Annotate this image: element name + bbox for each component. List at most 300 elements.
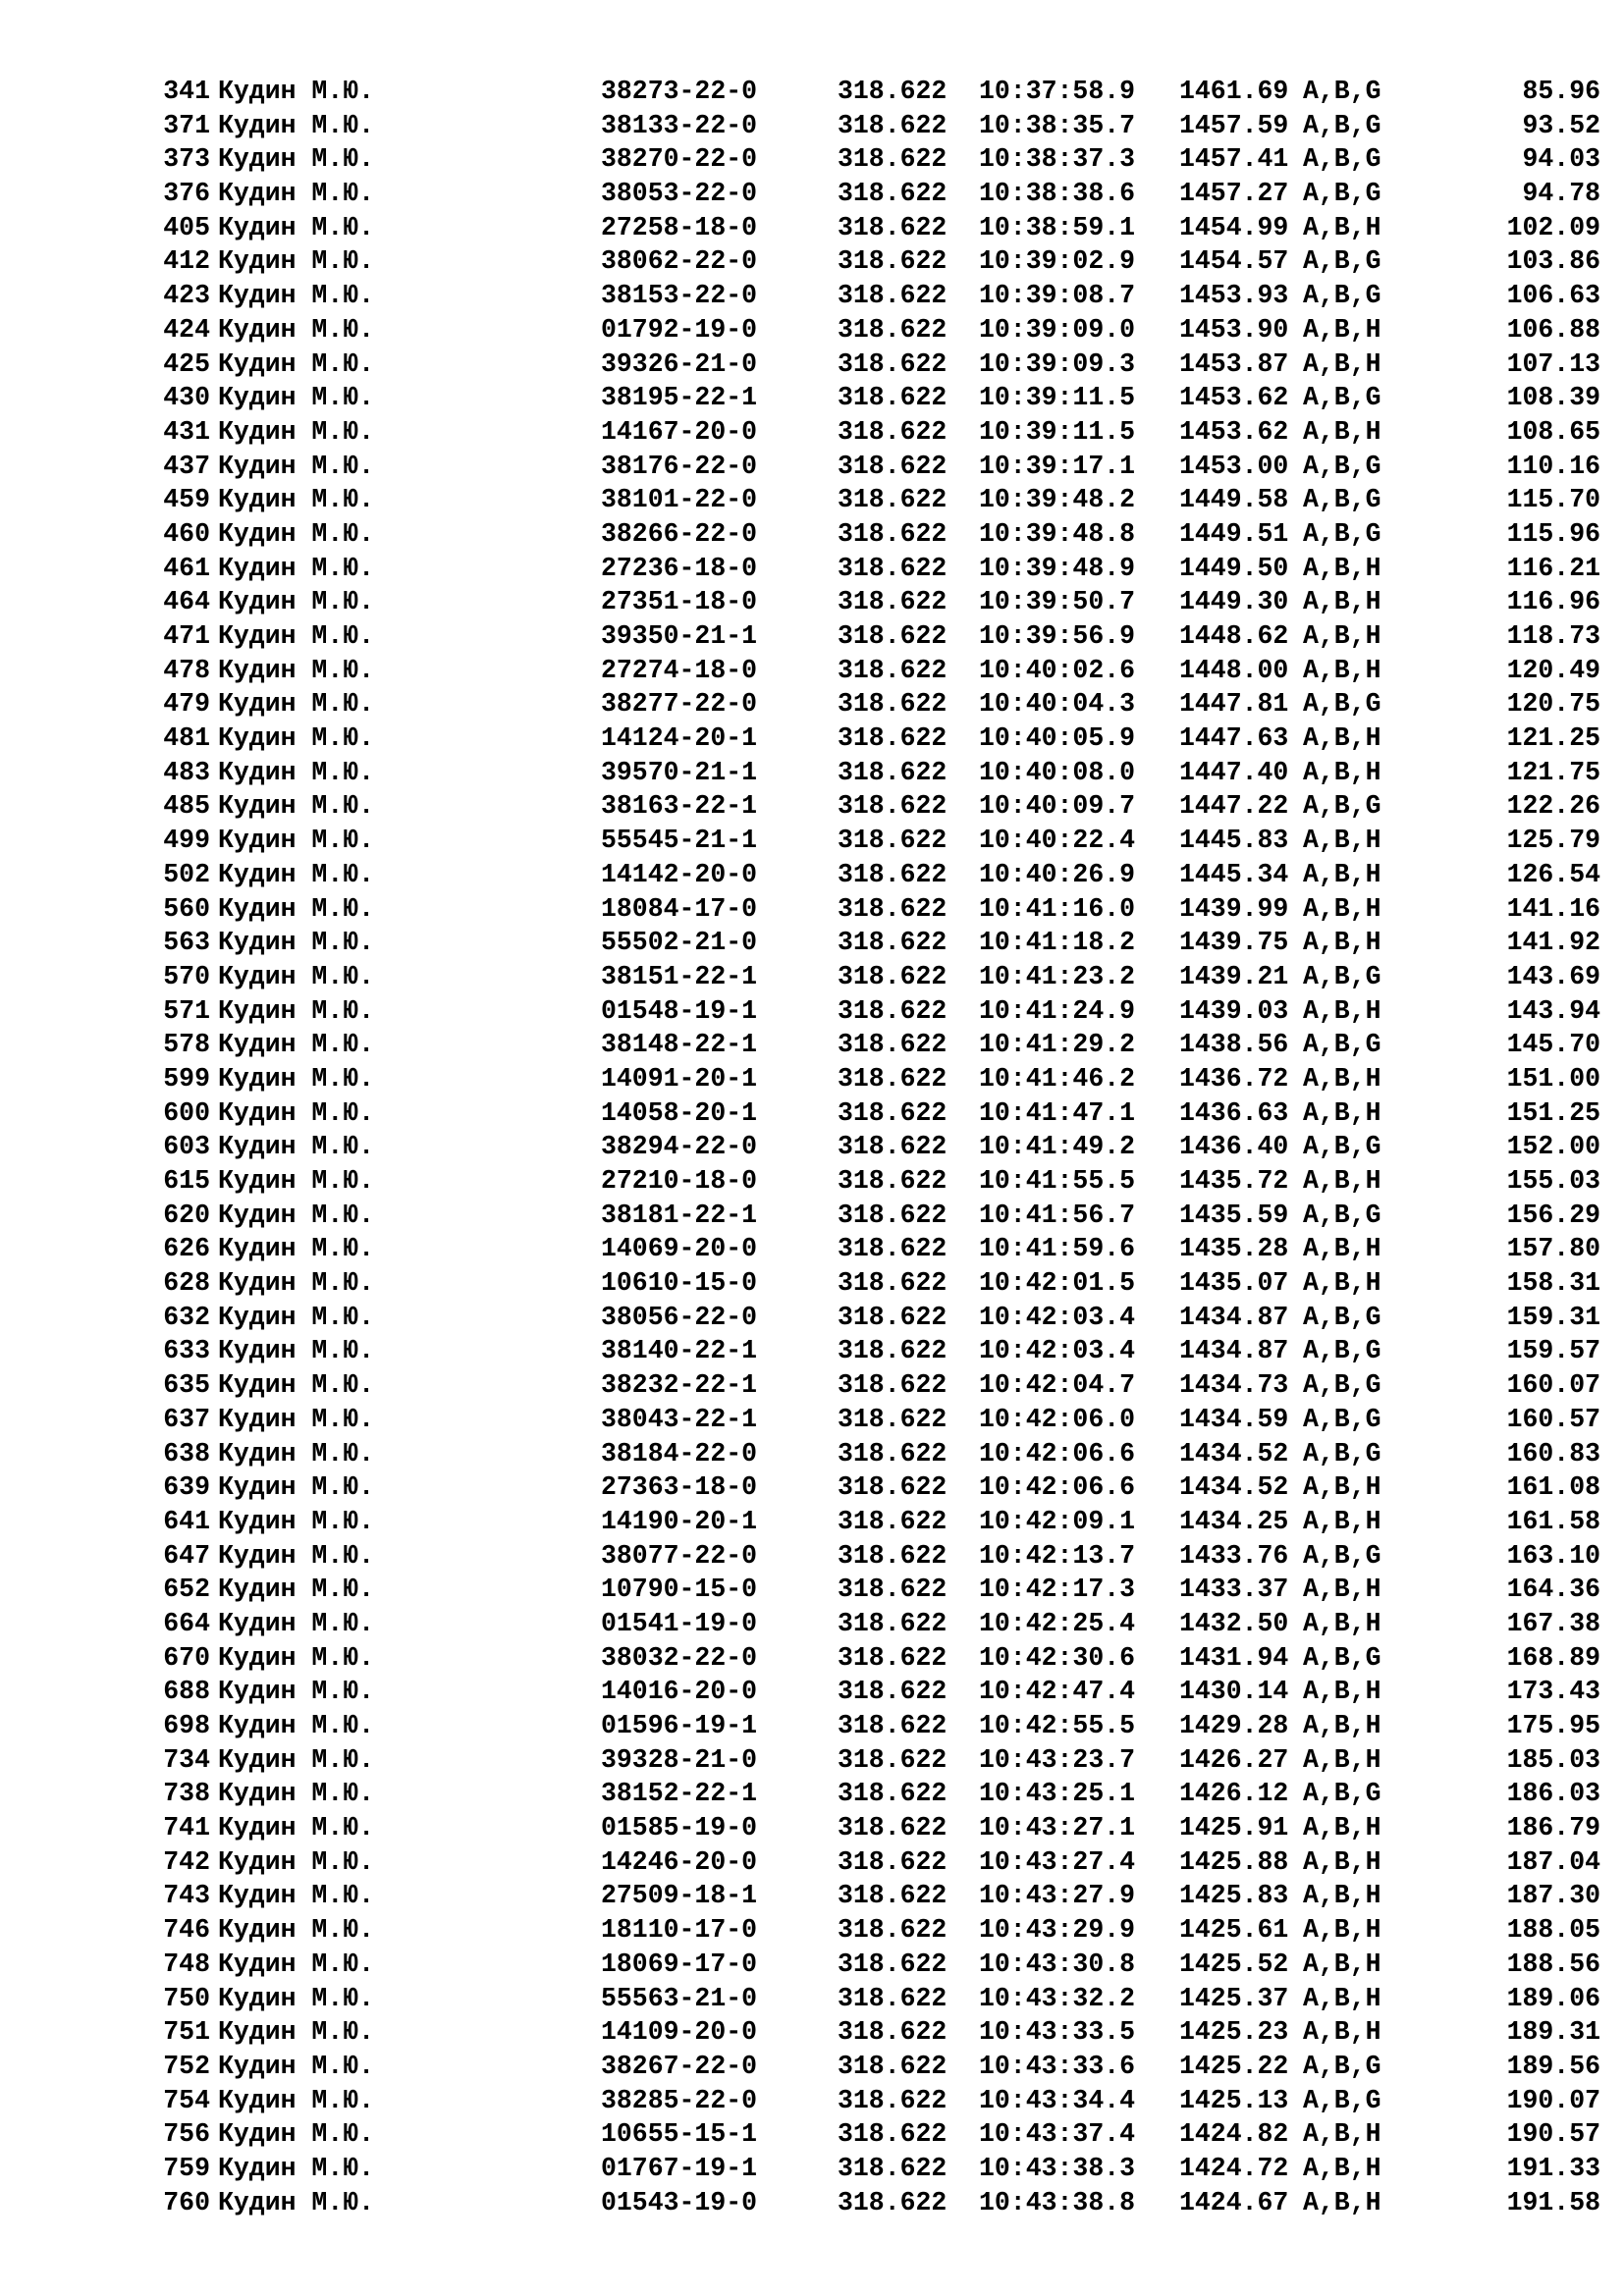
- speed-cell: 1435.59: [1179, 1200, 1289, 1230]
- ring-number-cell: 14142-20-0: [601, 859, 758, 889]
- fancier-name-cell: Кудин М.Ю.: [218, 1200, 375, 1230]
- arrival-time-cell: 10:43:29.9: [979, 1915, 1136, 1946]
- table-row: [0, 789, 1624, 824]
- speed-cell: 1449.58: [1179, 485, 1289, 515]
- distance-cell: 318.622: [838, 144, 947, 175]
- fancier-name-cell: Кудин М.Ю.: [218, 961, 375, 991]
- distance-cell: 318.622: [838, 1881, 947, 1911]
- table-row: [0, 1164, 1624, 1199]
- table-row: [0, 1130, 1624, 1164]
- speed-cell: 1449.50: [1179, 553, 1289, 583]
- class-cell: A,B,G: [1303, 1200, 1381, 1230]
- distance-cell: 318.622: [838, 1846, 947, 1877]
- ring-number-cell: 38184-22-0: [601, 1438, 758, 1468]
- table-row: [0, 994, 1624, 1029]
- arrival-time-cell: 10:42:47.4: [979, 1677, 1136, 1707]
- ring-number-cell: 01792-19-0: [601, 314, 758, 345]
- score-cell: 188.05: [1506, 1915, 1600, 1946]
- place-cell: 570: [163, 961, 210, 991]
- score-cell: 173.43: [1506, 1677, 1600, 1707]
- speed-cell: 1461.69: [1179, 77, 1289, 106]
- ring-number-cell: 38056-22-0: [601, 1302, 758, 1332]
- table-row: [0, 756, 1624, 790]
- ring-number-cell: 01548-19-1: [601, 995, 758, 1026]
- fancier-name-cell: Кудин М.Ю.: [218, 1711, 375, 1740]
- arrival-time-cell: 10:39:48.8: [979, 518, 1136, 549]
- arrival-time-cell: 10:38:37.3: [979, 144, 1136, 175]
- class-cell: A,B,G: [1303, 1540, 1381, 1571]
- score-cell: 126.54: [1506, 859, 1600, 889]
- class-cell: A,B,G: [1303, 246, 1381, 277]
- speed-cell: 1435.72: [1179, 1166, 1289, 1196]
- ring-number-cell: 10655-15-1: [601, 2119, 758, 2150]
- ring-number-cell: 14167-20-0: [601, 416, 758, 447]
- arrival-time-cell: 10:39:09.0: [979, 314, 1136, 345]
- score-cell: 189.06: [1506, 1983, 1600, 2013]
- speed-cell: 1453.90: [1179, 314, 1289, 345]
- place-cell: 412: [163, 246, 210, 277]
- distance-cell: 318.622: [838, 1506, 947, 1536]
- ring-number-cell: 14124-20-1: [601, 723, 758, 754]
- distance-cell: 318.622: [838, 2085, 947, 2115]
- class-cell: A,B,G: [1303, 281, 1381, 311]
- score-cell: 164.36: [1506, 1575, 1600, 1605]
- arrival-time-cell: 10:43:23.7: [979, 1744, 1136, 1775]
- place-cell: 633: [163, 1336, 210, 1366]
- arrival-time-cell: 10:41:47.1: [979, 1097, 1136, 1128]
- class-cell: A,B,H: [1303, 621, 1381, 651]
- class-cell: A,B,H: [1303, 1711, 1381, 1740]
- ring-number-cell: 14190-20-1: [601, 1506, 758, 1536]
- score-cell: 143.94: [1506, 995, 1600, 1026]
- fancier-name-cell: Кудин М.Ю.: [218, 1779, 375, 1809]
- table-row: [0, 1982, 1624, 2016]
- fancier-name-cell: Кудин М.Ю.: [218, 689, 375, 720]
- arrival-time-cell: 10:43:38.3: [979, 2153, 1136, 2183]
- fancier-name-cell: Кудин М.Ю.: [218, 281, 375, 311]
- table-row: [0, 1403, 1624, 1437]
- class-cell: A,B,H: [1303, 2017, 1381, 2048]
- ring-number-cell: 38032-22-0: [601, 1642, 758, 1673]
- arrival-time-cell: 10:39:17.1: [979, 451, 1136, 481]
- place-cell: 647: [163, 1540, 210, 1571]
- fancier-name-cell: Кудин М.Ю.: [218, 1540, 375, 1571]
- arrival-time-cell: 10:43:32.2: [979, 1983, 1136, 2013]
- speed-cell: 1454.57: [1179, 246, 1289, 277]
- arrival-time-cell: 10:41:49.2: [979, 1132, 1136, 1162]
- class-cell: A,B,G: [1303, 518, 1381, 549]
- class-cell: A,B,H: [1303, 1983, 1381, 2013]
- place-cell: 639: [163, 1472, 210, 1503]
- fancier-name-cell: Кудин М.Ю.: [218, 1915, 375, 1946]
- ring-number-cell: 18069-17-0: [601, 1949, 758, 1979]
- arrival-time-cell: 10:38:38.6: [979, 179, 1136, 209]
- place-cell: 376: [163, 179, 210, 209]
- table-row: [0, 824, 1624, 858]
- score-cell: 141.92: [1506, 928, 1600, 958]
- place-cell: 563: [163, 928, 210, 958]
- place-cell: 483: [163, 757, 210, 787]
- class-cell: A,B,G: [1303, 1302, 1381, 1332]
- place-cell: 461: [163, 553, 210, 583]
- speed-cell: 1431.94: [1179, 1642, 1289, 1673]
- speed-cell: 1454.99: [1179, 212, 1289, 242]
- place-cell: 664: [163, 1608, 210, 1638]
- score-cell: 151.25: [1506, 1097, 1600, 1128]
- class-cell: A,B,H: [1303, 1234, 1381, 1264]
- fancier-name-cell: Кудин М.Ю.: [218, 1063, 375, 1094]
- table-row: [0, 244, 1624, 279]
- place-cell: 423: [163, 281, 210, 311]
- place-cell: 688: [163, 1677, 210, 1707]
- table-row: [0, 75, 1624, 109]
- class-cell: A,B,G: [1303, 2085, 1381, 2115]
- ring-number-cell: 10790-15-0: [601, 1575, 758, 1605]
- score-cell: 94.78: [1522, 179, 1600, 209]
- score-cell: 103.86: [1506, 246, 1600, 277]
- score-cell: 186.03: [1506, 1779, 1600, 1809]
- speed-cell: 1435.07: [1179, 1268, 1289, 1299]
- place-cell: 481: [163, 723, 210, 754]
- speed-cell: 1436.63: [1179, 1097, 1289, 1128]
- score-cell: 85.96: [1522, 77, 1600, 106]
- class-cell: A,B,H: [1303, 995, 1381, 1026]
- score-cell: 116.21: [1506, 553, 1600, 583]
- arrival-time-cell: 10:42:01.5: [979, 1268, 1136, 1299]
- arrival-time-cell: 10:39:50.7: [979, 587, 1136, 617]
- place-cell: 754: [163, 2085, 210, 2115]
- table-row: [0, 1539, 1624, 1574]
- speed-cell: 1426.27: [1179, 1744, 1289, 1775]
- table-row: [0, 1845, 1624, 1880]
- fancier-name-cell: Кудин М.Ю.: [218, 110, 375, 140]
- place-cell: 748: [163, 1949, 210, 1979]
- table-row: [0, 1709, 1624, 1743]
- speed-cell: 1453.87: [1179, 348, 1289, 379]
- place-cell: 571: [163, 995, 210, 1026]
- speed-cell: 1447.40: [1179, 757, 1289, 787]
- class-cell: A,B,G: [1303, 1642, 1381, 1673]
- place-cell: 620: [163, 1200, 210, 1230]
- ring-number-cell: 39570-21-1: [601, 757, 758, 787]
- table-row: [0, 177, 1624, 211]
- distance-cell: 318.622: [838, 485, 947, 515]
- score-cell: 190.57: [1506, 2119, 1600, 2150]
- arrival-time-cell: 10:41:23.2: [979, 961, 1136, 991]
- ring-number-cell: 14016-20-0: [601, 1677, 758, 1707]
- speed-cell: 1434.59: [1179, 1404, 1289, 1434]
- speed-cell: 1453.62: [1179, 383, 1289, 413]
- class-cell: A,B,G: [1303, 1779, 1381, 1809]
- fancier-name-cell: Кудин М.Ю.: [218, 893, 375, 924]
- speed-cell: 1425.61: [1179, 1915, 1289, 1946]
- table-row: [0, 654, 1624, 688]
- table-row: [0, 2117, 1624, 2152]
- speed-cell: 1425.23: [1179, 2017, 1289, 2048]
- speed-cell: 1453.93: [1179, 281, 1289, 311]
- speed-cell: 1430.14: [1179, 1677, 1289, 1707]
- ring-number-cell: 39328-21-0: [601, 1744, 758, 1775]
- ring-number-cell: 27509-18-1: [601, 1881, 758, 1911]
- ring-number-cell: 38101-22-0: [601, 485, 758, 515]
- table-row: [0, 1505, 1624, 1539]
- distance-cell: 318.622: [838, 1438, 947, 1468]
- class-cell: A,B,H: [1303, 826, 1381, 856]
- class-cell: A,B,H: [1303, 928, 1381, 958]
- distance-cell: 318.622: [838, 1030, 947, 1060]
- arrival-time-cell: 10:43:30.8: [979, 1949, 1136, 1979]
- distance-cell: 318.622: [838, 791, 947, 822]
- table-row: [0, 483, 1624, 517]
- score-cell: 102.09: [1506, 212, 1600, 242]
- distance-cell: 318.622: [838, 1302, 947, 1332]
- speed-cell: 1433.76: [1179, 1540, 1289, 1571]
- fancier-name-cell: Кудин М.Ю.: [218, 179, 375, 209]
- speed-cell: 1453.00: [1179, 451, 1289, 481]
- arrival-time-cell: 10:42:55.5: [979, 1711, 1136, 1740]
- class-cell: A,B,G: [1303, 2051, 1381, 2081]
- fancier-name-cell: Кудин М.Ю.: [218, 1438, 375, 1468]
- speed-cell: 1433.37: [1179, 1575, 1289, 1605]
- class-cell: A,B,H: [1303, 1677, 1381, 1707]
- class-cell: A,B,G: [1303, 1404, 1381, 1434]
- table-row: [0, 1948, 1624, 1982]
- speed-cell: 1432.50: [1179, 1608, 1289, 1638]
- arrival-time-cell: 10:42:06.0: [979, 1404, 1136, 1434]
- arrival-time-cell: 10:39:48.9: [979, 553, 1136, 583]
- score-cell: 93.52: [1522, 110, 1600, 140]
- class-cell: A,B,G: [1303, 791, 1381, 822]
- table-row: [0, 450, 1624, 484]
- score-cell: 190.07: [1506, 2085, 1600, 2115]
- ring-number-cell: 38163-22-1: [601, 791, 758, 822]
- ring-number-cell: 55563-21-0: [601, 1983, 758, 2013]
- speed-cell: 1439.03: [1179, 995, 1289, 1026]
- distance-cell: 318.622: [838, 1540, 947, 1571]
- score-cell: 120.49: [1506, 655, 1600, 685]
- place-cell: 371: [163, 110, 210, 140]
- fancier-name-cell: Кудин М.Ю.: [218, 1813, 375, 1843]
- results-report: [0, 75, 1624, 2219]
- arrival-time-cell: 10:42:09.1: [979, 1506, 1136, 1536]
- fancier-name-cell: Кудин М.Ю.: [218, 1846, 375, 1877]
- table-row: [0, 1368, 1624, 1403]
- table-row: [0, 721, 1624, 756]
- speed-cell: 1436.40: [1179, 1132, 1289, 1162]
- ring-number-cell: 27210-18-0: [601, 1166, 758, 1196]
- arrival-time-cell: 10:41:16.0: [979, 893, 1136, 924]
- speed-cell: 1434.87: [1179, 1336, 1289, 1366]
- class-cell: A,B,G: [1303, 110, 1381, 140]
- score-cell: 108.65: [1506, 416, 1600, 447]
- ring-number-cell: 38053-22-0: [601, 179, 758, 209]
- ring-number-cell: 01543-19-0: [601, 2187, 758, 2217]
- fancier-name-cell: Кудин М.Ю.: [218, 995, 375, 1026]
- arrival-time-cell: 10:42:13.7: [979, 1540, 1136, 1571]
- speed-cell: 1438.56: [1179, 1030, 1289, 1060]
- arrival-time-cell: 10:42:03.4: [979, 1336, 1136, 1366]
- arrival-time-cell: 10:42:04.7: [979, 1370, 1136, 1401]
- class-cell: A,B,H: [1303, 416, 1381, 447]
- class-cell: A,B,H: [1303, 1472, 1381, 1503]
- class-cell: A,B,H: [1303, 1813, 1381, 1843]
- table-row: [0, 381, 1624, 415]
- fancier-name-cell: Кудин М.Ю.: [218, 1370, 375, 1401]
- place-cell: 341: [163, 77, 210, 106]
- place-cell: 746: [163, 1915, 210, 1946]
- speed-cell: 1445.83: [1179, 826, 1289, 856]
- ring-number-cell: 38181-22-1: [601, 1200, 758, 1230]
- speed-cell: 1425.52: [1179, 1949, 1289, 1979]
- distance-cell: 318.622: [838, 1234, 947, 1264]
- arrival-time-cell: 10:42:25.4: [979, 1608, 1136, 1638]
- distance-cell: 318.622: [838, 689, 947, 720]
- table-row: [0, 2084, 1624, 2118]
- table-row: [0, 1199, 1624, 1233]
- ring-number-cell: 38140-22-1: [601, 1336, 758, 1366]
- fancier-name-cell: Кудин М.Ю.: [218, 1097, 375, 1128]
- speed-cell: 1434.52: [1179, 1472, 1289, 1503]
- place-cell: 756: [163, 2119, 210, 2150]
- score-cell: 143.69: [1506, 961, 1600, 991]
- fancier-name-cell: Кудин М.Ю.: [218, 1166, 375, 1196]
- place-cell: 578: [163, 1030, 210, 1060]
- table-row: [0, 1879, 1624, 1913]
- place-cell: 459: [163, 485, 210, 515]
- fancier-name-cell: Кудин М.Ю.: [218, 621, 375, 651]
- score-cell: 120.75: [1506, 689, 1600, 720]
- fancier-name-cell: Кудин М.Ю.: [218, 1506, 375, 1536]
- speed-cell: 1434.52: [1179, 1438, 1289, 1468]
- speed-cell: 1453.62: [1179, 416, 1289, 447]
- fancier-name-cell: Кудин М.Ю.: [218, 416, 375, 447]
- arrival-time-cell: 10:41:29.2: [979, 1030, 1136, 1060]
- distance-cell: 318.622: [838, 587, 947, 617]
- table-row: [0, 687, 1624, 721]
- table-row: [0, 1028, 1624, 1062]
- class-cell: A,B,H: [1303, 757, 1381, 787]
- fancier-name-cell: Кудин М.Ю.: [218, 1949, 375, 1979]
- table-row: [0, 1266, 1624, 1301]
- score-cell: 191.58: [1506, 2187, 1600, 2217]
- distance-cell: 318.622: [838, 1915, 947, 1946]
- place-cell: 615: [163, 1166, 210, 1196]
- place-cell: 478: [163, 655, 210, 685]
- speed-cell: 1424.72: [1179, 2153, 1289, 2183]
- speed-cell: 1424.82: [1179, 2119, 1289, 2150]
- table-row: [0, 142, 1624, 177]
- arrival-time-cell: 10:37:58.9: [979, 77, 1136, 106]
- place-cell: 628: [163, 1268, 210, 1299]
- distance-cell: 318.622: [838, 723, 947, 754]
- fancier-name-cell: Кудин М.Ю.: [218, 587, 375, 617]
- fancier-name-cell: Кудин М.Ю.: [218, 314, 375, 345]
- fancier-name-cell: Кудин М.Ю.: [218, 518, 375, 549]
- score-cell: 189.31: [1506, 2017, 1600, 2048]
- score-cell: 157.80: [1506, 1234, 1600, 1264]
- table-row: [0, 2015, 1624, 2050]
- arrival-time-cell: 10:40:09.7: [979, 791, 1136, 822]
- fancier-name-cell: Кудин М.Ю.: [218, 212, 375, 242]
- speed-cell: 1425.91: [1179, 1813, 1289, 1843]
- class-cell: A,B,H: [1303, 587, 1381, 617]
- arrival-time-cell: 10:40:05.9: [979, 723, 1136, 754]
- distance-cell: 318.622: [838, 1268, 947, 1299]
- score-cell: 121.25: [1506, 723, 1600, 754]
- ring-number-cell: 39326-21-0: [601, 348, 758, 379]
- score-cell: 187.04: [1506, 1846, 1600, 1877]
- distance-cell: 318.622: [838, 383, 947, 413]
- place-cell: 560: [163, 893, 210, 924]
- table-row: [0, 1573, 1624, 1607]
- table-row: [0, 1096, 1624, 1131]
- class-cell: A,B,H: [1303, 893, 1381, 924]
- fancier-name-cell: Кудин М.Ю.: [218, 791, 375, 822]
- ring-number-cell: 27236-18-0: [601, 553, 758, 583]
- fancier-name-cell: Кудин М.Ю.: [218, 1575, 375, 1605]
- arrival-time-cell: 10:38:35.7: [979, 110, 1136, 140]
- place-cell: 460: [163, 518, 210, 549]
- table-row: [0, 1777, 1624, 1811]
- place-cell: 471: [163, 621, 210, 651]
- table-row: [0, 347, 1624, 382]
- score-cell: 94.03: [1522, 144, 1600, 175]
- distance-cell: 318.622: [838, 2153, 947, 2183]
- score-cell: 106.88: [1506, 314, 1600, 345]
- fancier-name-cell: Кудин М.Ю.: [218, 144, 375, 175]
- ring-number-cell: 27258-18-0: [601, 212, 758, 242]
- speed-cell: 1448.00: [1179, 655, 1289, 685]
- fancier-name-cell: Кудин М.Ю.: [218, 485, 375, 515]
- distance-cell: 318.622: [838, 518, 947, 549]
- class-cell: A,B,H: [1303, 1506, 1381, 1536]
- fancier-name-cell: Кудин М.Ю.: [218, 1302, 375, 1332]
- score-cell: 110.16: [1506, 451, 1600, 481]
- place-cell: 430: [163, 383, 210, 413]
- score-cell: 116.96: [1506, 587, 1600, 617]
- table-row: [0, 2186, 1624, 2220]
- arrival-time-cell: 10:39:02.9: [979, 246, 1136, 277]
- place-cell: 759: [163, 2153, 210, 2183]
- place-cell: 431: [163, 416, 210, 447]
- distance-cell: 318.622: [838, 2119, 947, 2150]
- speed-cell: 1435.28: [1179, 1234, 1289, 1264]
- score-cell: 160.57: [1506, 1404, 1600, 1434]
- score-cell: 167.38: [1506, 1608, 1600, 1638]
- class-cell: A,B,H: [1303, 859, 1381, 889]
- speed-cell: 1429.28: [1179, 1711, 1289, 1740]
- arrival-time-cell: 10:40:26.9: [979, 859, 1136, 889]
- class-cell: A,B,G: [1303, 961, 1381, 991]
- score-cell: 159.31: [1506, 1302, 1600, 1332]
- table-row: [0, 1301, 1624, 1335]
- arrival-time-cell: 10:42:17.3: [979, 1575, 1136, 1605]
- score-cell: 160.07: [1506, 1370, 1600, 1401]
- table-row: [0, 109, 1624, 143]
- distance-cell: 318.622: [838, 1813, 947, 1843]
- ring-number-cell: 38195-22-1: [601, 383, 758, 413]
- ring-number-cell: 38285-22-0: [601, 2085, 758, 2115]
- place-cell: 626: [163, 1234, 210, 1264]
- distance-cell: 318.622: [838, 553, 947, 583]
- place-cell: 751: [163, 2017, 210, 2048]
- class-cell: A,B,G: [1303, 451, 1381, 481]
- arrival-time-cell: 10:40:22.4: [979, 826, 1136, 856]
- place-cell: 405: [163, 212, 210, 242]
- class-cell: A,B,G: [1303, 179, 1381, 209]
- score-cell: 107.13: [1506, 348, 1600, 379]
- score-cell: 185.03: [1506, 1744, 1600, 1775]
